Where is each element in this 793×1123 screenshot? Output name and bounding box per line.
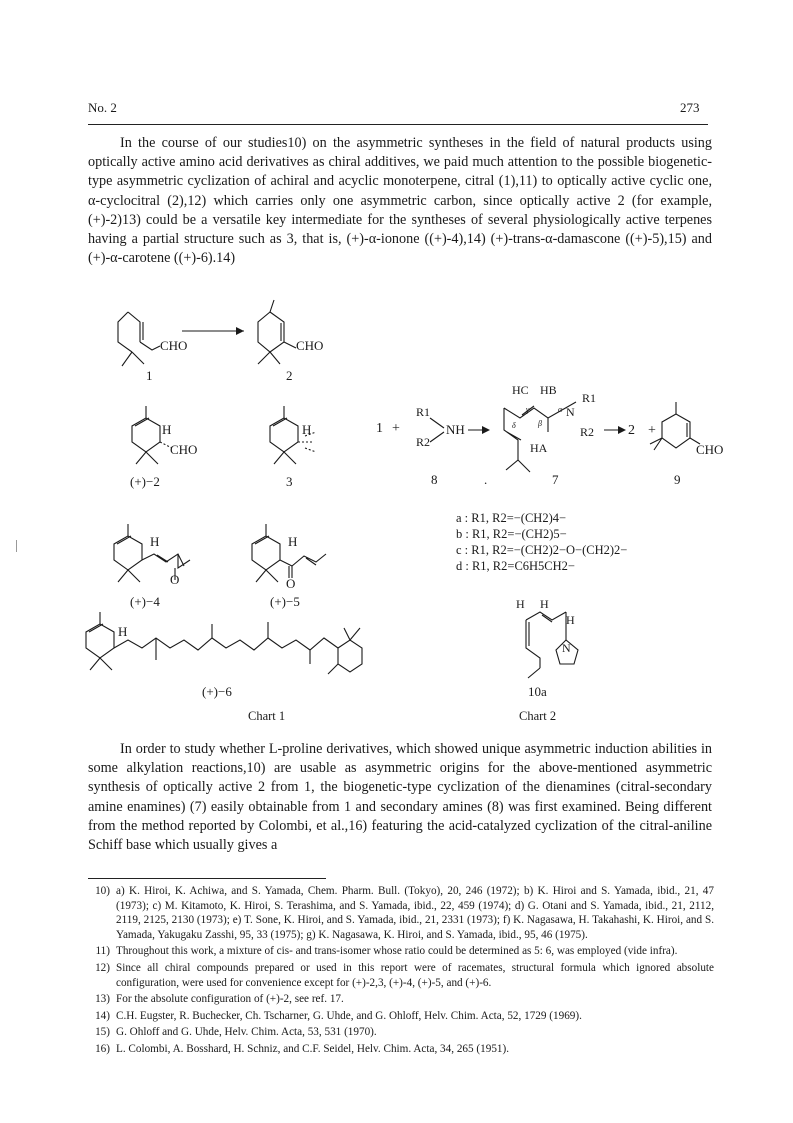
footnote-number: 13) [95, 993, 110, 1006]
compound-label-3: 3 [286, 474, 293, 489]
structure-9 [650, 402, 700, 450]
footnote-rule [88, 878, 326, 879]
compound-label-plus-2: (+)−2 [130, 474, 160, 489]
scheme-citral-1: 1 [376, 421, 383, 436]
atom-o: O [286, 576, 296, 591]
atom-cho: CHO [170, 442, 198, 457]
amine-bonds [430, 418, 444, 442]
chart1-caption: Chart 1 [248, 709, 286, 723]
chart2-caption: Chart 2 [519, 709, 557, 723]
position-alpha: α [558, 405, 563, 414]
margin-mark [16, 540, 17, 552]
atom-h: H [302, 422, 312, 437]
arrow-head [482, 426, 490, 434]
atom-h: H [516, 597, 525, 611]
separator-dot: . [484, 472, 488, 487]
position-delta: δ [512, 421, 516, 430]
atom-h: H [540, 597, 549, 611]
variant-a: a : R1, R2=−(CH2)4− [456, 511, 567, 525]
atom-h: H [566, 613, 575, 627]
footnote-number: 16) [95, 1042, 110, 1055]
position-beta: β [538, 419, 542, 428]
scheme-plus: + [648, 423, 656, 438]
journal-issue-number: No. 2 [88, 100, 117, 115]
structure-cyclocitral [258, 300, 296, 364]
variant-d: d : R1, R2=C6H5CH2− [456, 559, 575, 573]
footnote-number: 14) [95, 1009, 110, 1022]
footnote-number: 11) [95, 945, 110, 958]
compound-label-10a: 10a [528, 684, 547, 699]
structure-carotene [86, 612, 362, 674]
atom-r2: R2 [580, 425, 595, 439]
atom-r1: R1 [416, 405, 431, 419]
footnote-text: a) K. Hiroi, K. Achiwa, and S. Yamada, Chem. Pharm. Bull. (Tokyo), 20, 246 (1972); b) K. Hiroi and S. Yamada, ibid., 21, 47 (1973); c) M. Kitamoto, K. Hiroi, S. Terashima, and S. Yamada, ibid., 22, 459 (1974); d) G. Otani and S. Yamada, ibid., 21, 2112, 2119, 2125, 2130 (1973); e) T. Sone, K. Hiroi, and S. Yamada, ibid., 21, 2331 (1973); f) K. Nagasawa, H. Takahashi, K. Hiroi, and S. Yamada, Yakugaku Zasshi, 95, 33 (1975); g) K. Nagasawa, K. Hiroi, and S. Yamada, ibid., 95, 46 (1975). [116, 885, 714, 941]
intro-paragraph: In the course of our studies10) on the asymmetric syntheses in the field of natural products using optically active amino acid derivatives as chiral additives, we paid much attention to the possible biogenetic-type asymmetric cyclization of achiral and acyclic monoterpene, citral (1),11) to optically active cyclic one, α-cyclocitral (2),12) which carries only one asymmetric carbon, since optically active 2 (for example, (+)-2)13) could be a versatile key intermediate for the syntheses of several physiologically active terpenes having a partial structure such as 3, that is, (+)-α-ionone ((+)-4),14) (+)-trans-α-damascone ((+)-5),15) and (+)-α-carotene ((+)-6).14) [88, 135, 712, 267]
atom-r2: R2 [416, 435, 431, 449]
variant-c: c : R1, R2=−(CH2)2−O−(CH2)2− [456, 543, 628, 557]
structure-damascone [252, 524, 326, 582]
atom-n: N [566, 405, 575, 419]
atom-ha: HA [530, 441, 548, 455]
footnote-item [88, 884, 714, 942]
footnote-text: Throughout this work, a mixture of cis- and trans-isomer whose ratio could be determined as 5: 6, was employed (vide infra). [116, 945, 678, 958]
compound-label-2: 2 [286, 368, 293, 383]
atom-cho: CHO [296, 338, 324, 353]
scheme-plus: + [392, 421, 400, 436]
atom-o: O [170, 572, 180, 587]
footnote-item [88, 944, 714, 959]
atom-r1: R1 [582, 391, 597, 405]
atom-hb: HB [540, 383, 557, 397]
footnote-item [88, 1025, 714, 1040]
atom-nh: NH [446, 422, 465, 437]
footnote-item [88, 961, 714, 990]
footnote-list [88, 884, 714, 1059]
footnote-text: For the absolute configuration of (+)-2, see ref. 17. [116, 993, 344, 1006]
compound-label-plus-5: (+)−5 [270, 594, 300, 609]
atom-cho: CHO [160, 338, 188, 353]
atom-hc: HC [512, 383, 529, 397]
footnote-text: C.H. Eugster, R. Buchecker, Ch. Tscharner, G. Uhde, and G. Ohloff, Helv. Chim. Acta, 52, 1729 (1969). [116, 1009, 582, 1022]
compound-label-plus-4: (+)−4 [130, 594, 160, 609]
footnote-text: G. Ohloff and G. Uhde, Helv. Chim. Acta, 53, 531 (1970). [116, 1026, 377, 1039]
compound-label-7: 7 [552, 472, 559, 487]
page-number: 273 [680, 100, 700, 115]
scheme-product-2: 2 [628, 423, 635, 438]
footnote-number: 15) [95, 1026, 110, 1039]
compound-label-1: 1 [146, 368, 153, 383]
atom-h: H [150, 534, 160, 549]
compound-label-9: 9 [674, 472, 681, 487]
footnote-text: L. Colombi, A. Bosshard, H. Schniz, and C.F. Seidel, Helv. Chim. Acta, 34, 265 (1951). [116, 1042, 510, 1055]
arrow-head [236, 327, 244, 335]
footnote-number: 12) [95, 961, 110, 974]
atom-h: H [162, 422, 172, 437]
body-paragraph-block [88, 740, 712, 855]
footnote-text: Since all chiral compounds prepared or used in this report were of racemates, structural formula which ignored absolute configuration, were used for convenience except for (+)-2,3, (+)-4, (+)-5, and (+)-6. [116, 961, 714, 989]
footnote-item [88, 1009, 714, 1024]
atom-h: H [288, 534, 298, 549]
variant-b: b : R1, R2=−(CH2)5− [456, 527, 567, 541]
footnote-item [88, 992, 714, 1007]
footnote-item [88, 1042, 714, 1057]
atom-n: N [562, 641, 571, 655]
compound-label-plus-6: (+)−6 [202, 684, 232, 699]
arrow-head [618, 426, 626, 434]
structure-citral [118, 312, 160, 366]
atom-h: H [118, 624, 128, 639]
footnote-number: 10) [95, 885, 110, 897]
compound-label-8: 8 [431, 472, 438, 487]
atom-cho: CHO [696, 442, 724, 457]
body-paragraph: In order to study whether L-proline derivatives, which showed unique asymmetric induction abilities in some alkylation reactions,10) are usable as asymmetric origins for the above-mentioned asymmetric synthesis of optically active 2 from 1, the biogenetic-type cyclization of the dienamines (citral-secondary amine enamines) (7) easily obtainable from 1 and secondary amines (8) was first examined. Being different from the method reported by Colombi, et al.,16) featuring the acid-catalyzed cyclization of the citral-aniline Schiff base which usually gives a [88, 741, 712, 854]
position-gamma: γ [526, 405, 530, 414]
